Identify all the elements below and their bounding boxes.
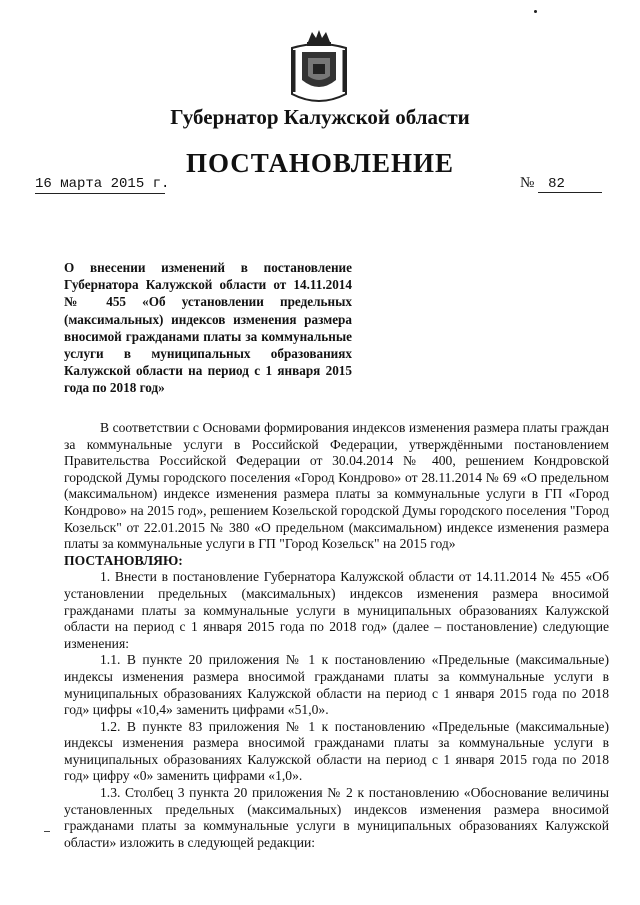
number-value: 82 [538, 176, 602, 193]
document-subject: О внесении изменений в постановление Губернатора Калужской области от 14.11.2014 № 455 «Об установлении предельных (максимальных) индексов изменения размера вносимой гражданами платы за коммунальные услуги в муниципальных образованиях Калужской области на период с 1 января 2015 года по 2018 год» [64, 260, 352, 396]
preamble-paragraph: В соответствии с Основами формирования индексов изменения размера платы граждан за коммунальные услуги в Российской Федерации, утверждёнными постановлением Правительства Российской Федерации от 30.04.2014 № 400, решением Кондровской городской Думы городского поселения «Город Кондрово» от 28.11.2014 № 69 «О предельном (максимальном) индексе изменения размера платы за коммунальные услуги в ГП «Город Кондрово» на 2015 год», решением Козельской городской Думы городского поселения "Город Козельск" от 22.01.2015 № 380 «О предельном (максимальном) индексе изменения размера платы за коммунальные услуги в ГП "Город Козельск" на 2015 год» [64, 420, 609, 552]
item-1-1-paragraph: 1.1. В пункте 20 приложения № 1 к постановлению «Предельные (максимальные) индексы изменения размера вносимой гражданами платы за коммунальные услуги в муниципальных образованиях Калужской области на период с 1 января 2015 года по 2018 год» цифры «10,4» заменить цифрами «51,0». [64, 652, 609, 718]
authority-title: Губернатор Калужской области [170, 105, 470, 129]
date-underline [35, 193, 165, 194]
document-body [64, 420, 609, 851]
coat-of-arms-icon [288, 28, 350, 108]
decree-heading: ПОСТАНОВЛЯЮ: [64, 552, 183, 568]
item-1-3-paragraph: 1.3. Столбец 3 пункта 20 приложения № 2 к постановлению «Обоснование величины установленных предельных (максимальных) индексов изменения размера вносимой гражданами платы за коммунальные услуги в муниципальных образованиях Калужской области» изложить в следующей редакции: [64, 785, 609, 850]
document-number [520, 175, 602, 193]
margin-mark [44, 831, 50, 832]
document-type-title: ПОСТАНОВЛЕНИЕ [185, 148, 455, 178]
number-label: № [520, 175, 535, 191]
document-date: 16 марта 2015 г. [35, 176, 170, 192]
item-1-2-paragraph: 1.2. В пункте 83 приложения № 1 к постановлению «Предельные (максимальные) индексы изменения размера вносимой гражданами платы за коммунальные услуги в муниципальных образованиях Калужской области на период с 1 января 2015 года по 2018 год» цифру «0» заменить цифрами «1,0». [64, 718, 609, 784]
scan-speck [534, 10, 537, 13]
item-1-paragraph: 1. Внести в постановление Губернатора Калужской области от 14.11.2014 № 455 «Об установлении предельных (максимальных) индексов изменения размера вносимой гражданами платы за коммунальные услуги в муниципальных образованиях Калужской области на период с 1 января 2015 года по 2018 год» (далее – постановление) следующие изменения: [64, 569, 609, 651]
